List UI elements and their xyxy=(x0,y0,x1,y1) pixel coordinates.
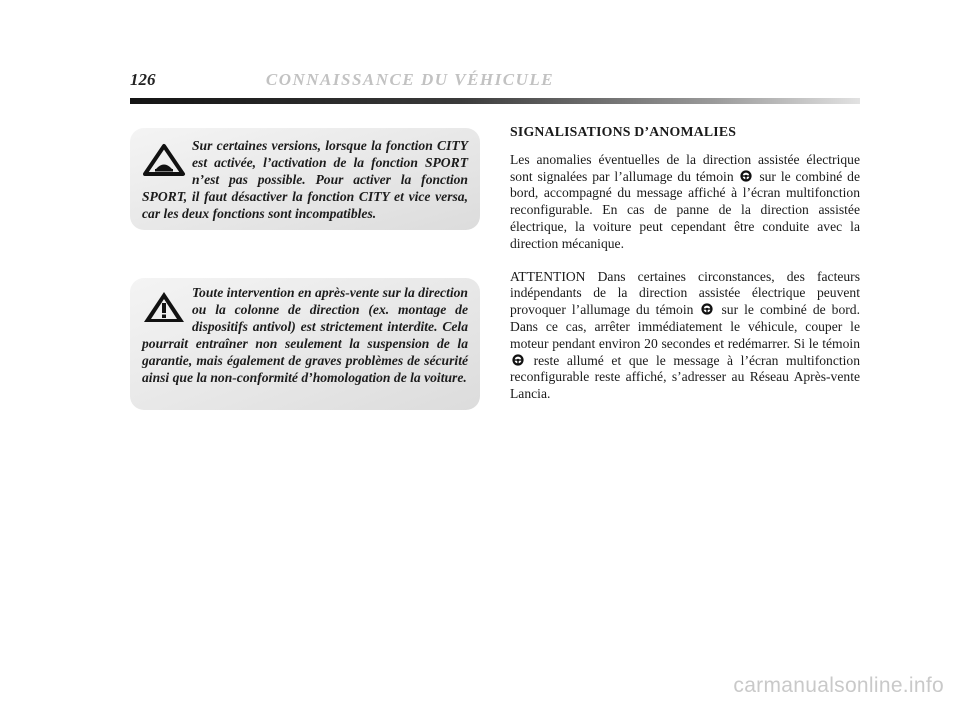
section-heading: SIGNALISATIONS D’ANOMALIES xyxy=(510,124,737,139)
warning-text: Sur certaines versions, lorsque la fonction CITY est activée, l’activation de la fonction SPORT n’est pas possible. Pour activer la fonction SPORT, il faut désactiver la fonction CITY et vice versa, car les deux fonctions sont incompatibles. xyxy=(142,138,468,221)
watermark: carmanualsonline.info xyxy=(733,674,944,697)
steering-wheel-icon xyxy=(740,170,752,182)
header-rule xyxy=(130,98,860,104)
paragraph-text: reste allumé et que le message à l’écran multifonction reconfigurable reste affiché, s’adresser au Réseau Après-vente Lancia. xyxy=(510,352,860,402)
paragraph-attention xyxy=(510,269,860,403)
warning-triangle-icon xyxy=(142,290,186,324)
paragraph-text: sur le combiné de bord. Dans ce cas, arrêter immédiatement le véhicule, couper le moteur pendant environ 20 secondes et redémarrer. Si le témoin xyxy=(510,302,860,351)
paragraph-text: sur le combiné de bord, accompagné du message affiché à l’écran multifonction reconfigurable. En cas de panne de la direction assistée électrique, la voiture peut cependant être conduite avec la direction mécanique. xyxy=(510,168,860,251)
paragraph-anomalies xyxy=(510,152,860,253)
steering-wheel-icon xyxy=(512,354,524,366)
section-title: CONNAISSANCE DU VÉHICULE xyxy=(265,70,555,89)
steering-warning-icon xyxy=(142,143,186,177)
warning-box-aftersales xyxy=(130,278,480,410)
main-column xyxy=(510,124,860,419)
page-number: 126 xyxy=(130,70,156,89)
steering-wheel-icon xyxy=(701,303,713,315)
warning-box-city-sport xyxy=(130,128,480,230)
warning-text: Toute intervention en après-vente sur la direction ou la colonne de direction (ex. montage de dispositifs antivol) est strictement interdite. Cela pourrait entraîner non seulement la suspension de la garantie, mais également de graves problèmes de sécurité ainsi que la non-conformité d’homologation de la voiture. xyxy=(142,285,468,385)
paragraph-text: Les anomalies éventuelles de la direction assistée électrique sont signalées par l’allumage du témoin xyxy=(510,151,860,184)
paragraph-text: ATTENTION Dans certaines circonstances, des facteurs indépendants de la direction assistée électrique peuvent provoquer l’allumage du témoin xyxy=(510,268,860,318)
